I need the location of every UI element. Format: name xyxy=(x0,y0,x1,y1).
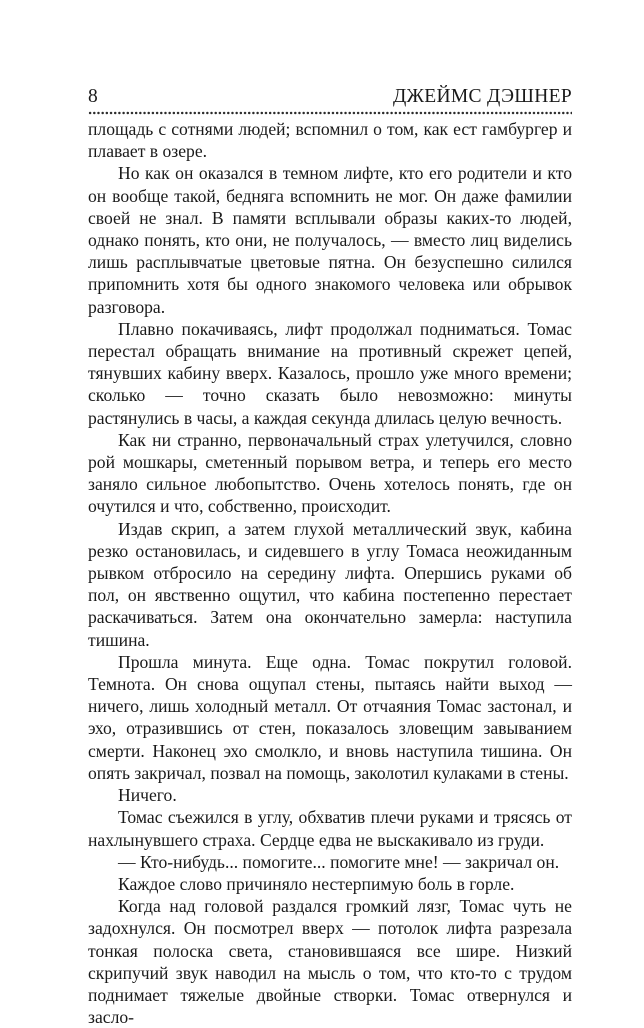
dotted-rule xyxy=(88,111,572,115)
body-text xyxy=(88,118,572,1028)
paragraph: Но как он оказался в темном лифте, кто его родители и кто он вообще такой, бедняга вспомнить не мог. Он даже фамилии своей не знал. В памяти всплывали образы каких-то людей, однако понять, кто они, не получалось, — вместо лиц виделись лишь расплывчатые цветовые пятна. Он безуспешно силился припомнить хотя бы одного знакомого человека или обрывок разговора. xyxy=(88,163,572,317)
paragraph: Когда над головой раздался громкий лязг, Томас чуть не задохнулся. Он посмотрел вверх — потолок лифта разрезала тонкая полоска света, становившаяся все шире. Низкий скрипучий звук наводил на мысль о том, что кто-то с трудом поднимает тяжелые двойные створки. Томас отвернулся и засло- xyxy=(88,896,572,1028)
paragraph: Как ни странно, первоначальный страх улетучился, словно рой мошкары, сметенный порывом ветра, и теперь его место заняло сильное любопытство. Очень хотелось понять, где он очутился и что, собственно, происходит. xyxy=(88,429,572,517)
paragraph: Плавно покачиваясь, лифт продолжал подниматься. Томас перестал обращать внимание на противный скрежет цепей, тянувших кабину вверх. Казалось, прошло уже много времени; сколько — точно сказать было невозможно: минуты растянулись в часы, а каждая секунда длилась целую вечность. xyxy=(88,318,572,428)
paragraph: Издав скрип, а затем глухой металлический звук, кабина резко остановилась, и сидевшего в углу Томаса неожиданным рывком отбросило на середину лифта. Опершись руками об пол, он явственно ощутил, что кабина постепенно перестает раскачиваться. Затем она окончательно замерла: наступила тишина. xyxy=(88,518,572,650)
paragraph: Прошла минута. Еще одна. Томас покрутил головой. Темнота. Он снова ощупал стены, пытаясь найти выход — ничего, лишь холодный металл. От отчаяния Томас застонал, и эхо, отразившись от стен, показалось зловещим завыванием смерти. Наконец эхо смолкло, и вновь наступила тишина. Он опять закричал, позвал на помощь, заколотил кулаками в стены. xyxy=(88,651,572,783)
page-number: 8 xyxy=(88,86,98,107)
paragraph: Томас съежился в углу, обхватив плечи руками и трясясь от нахлынувшего страха. Сердце едва не выскакивало из груди. xyxy=(88,807,572,850)
running-header xyxy=(88,84,572,110)
paragraph: Ничего. xyxy=(118,785,177,806)
dialogue-line: — Кто-нибудь... помогите... помогите мне! — закричал он. xyxy=(118,851,560,872)
running-title: ДЖЕЙМС ДЭШНЕР xyxy=(392,86,572,107)
paragraph: Каждое слово причиняло нестерпимую боль в горле. xyxy=(118,873,515,894)
paragraph: площадь с сотнями людей; вспомнил о том, как ест гамбургер и плавает в озере. xyxy=(88,119,572,162)
book-page xyxy=(88,84,572,1028)
